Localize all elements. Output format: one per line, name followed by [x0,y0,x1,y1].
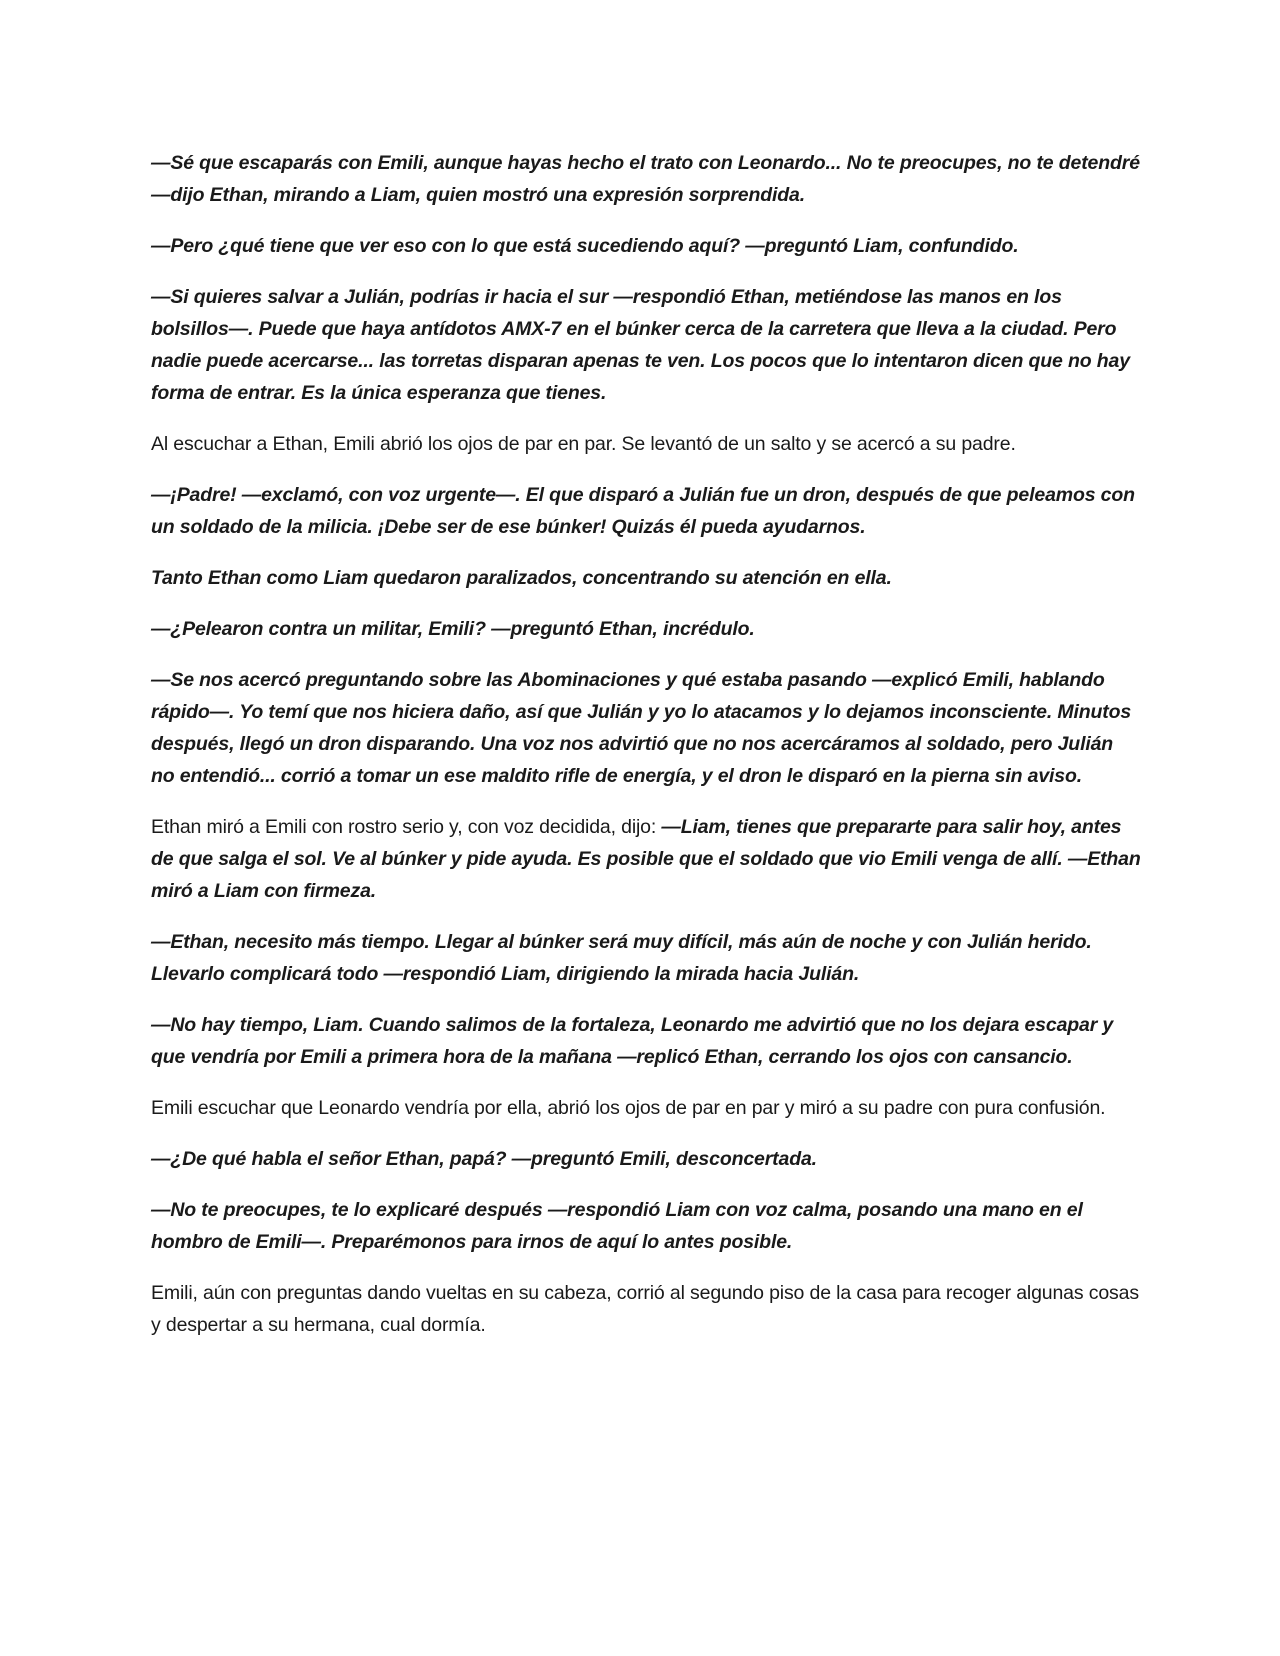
paragraph: —¿Pelearon contra un militar, Emili? —preguntó Ethan, incrédulo. [151,618,755,640]
paragraph: Tanto Ethan como Liam quedaron paralizados, concentrando su atención en ella. [151,567,892,589]
dialog-text: —Liam, tienes que prepararte para salir hoy, antes de que salga el sol. Ve al búnker y pide ayuda. Es posible que el soldado que vio Emili venga de allí. —Ethan miró a Liam con firmeza. [151,816,1141,902]
paragraph: Al escuchar a Ethan, Emili abrió los ojos de par en par. Se levantó de un salto y se acercó a su padre. [151,433,1016,455]
paragraph: —Si quieres salvar a Julián, podrías ir hacia el sur —respondió Ethan, metiéndose las manos en los bolsillos—. Puede que haya antídotos AMX-7 en el búnker cerca de la carretera que lleva a la ciudad. Pero nadie puede acercarse... las torretas disparan apenas te ven. Los pocos que lo intentaron dicen que no hay forma de entrar. Es la única esperanza que tienes. [151,286,1130,404]
paragraph: Emili escuchar que Leonardo vendría por ella, abrió los ojos de par en par y miró a su padre con pura confusión. [151,1097,1106,1119]
paragraph: —Pero ¿qué tiene que ver eso con lo que está sucediendo aquí? —preguntó Liam, confundido. [151,235,1019,257]
paragraph: —No te preocupes, te lo explicaré después —respondió Liam con voz calma, posando una mano en el hombro de Emili—. Preparémonos para irnos de aquí lo antes posible. [151,1199,1083,1253]
paragraph-mixed [151,811,1141,907]
paragraph: —Ethan, necesito más tiempo. Llegar al búnker será muy difícil, más aún de noche y con Julián herido. Llevarlo complicará todo —respondió Liam, dirigiendo la mirada hacia Julián. [151,931,1092,985]
paragraph: Emili, aún con preguntas dando vueltas en su cabeza, corrió al segundo piso de la casa para recoger algunas cosas y despertar a su hermana, cual dormía. [151,1282,1139,1336]
paragraph: —No hay tiempo, Liam. Cuando salimos de la fortaleza, Leonardo me advirtió que no los dejara escapar y que vendría por Emili a primera hora de la mañana —replicó Ethan, cerrando los ojos con cansancio. [151,1014,1114,1068]
paragraph: —¡Padre! —exclamó, con voz urgente—. El que disparó a Julián fue un dron, después de que peleamos con un soldado de la milicia. ¡Debe ser de ese búnker! Quizás él pueda ayudarnos. [151,484,1135,538]
paragraph: —Sé que escaparás con Emili, aunque hayas hecho el trato con Leonardo... No te preocupes, no te detendré —dijo Ethan, mirando a Liam, quien mostró una expresión sorprendida. [151,152,1140,206]
narration-text: Ethan miró a Emili con rostro serio y, con voz decidida, dijo: [151,816,662,838]
paragraph: —¿De qué habla el señor Ethan, papá? —preguntó Emili, desconcertada. [151,1148,817,1170]
document-page [151,147,1141,1360]
paragraph: —Se nos acercó preguntando sobre las Abominaciones y qué estaba pasando —explicó Emili, hablando rápido—. Yo temí que nos hiciera daño, así que Julián y yo lo atacamos y lo dejamos inconsciente. Minutos después, llegó un dron disparando. Una voz nos advirtió que no nos acercáramos al soldado, pero Julián no entendió... corrió a tomar un ese maldito rifle de energía, y el dron le disparó en la pierna sin aviso. [151,669,1132,787]
